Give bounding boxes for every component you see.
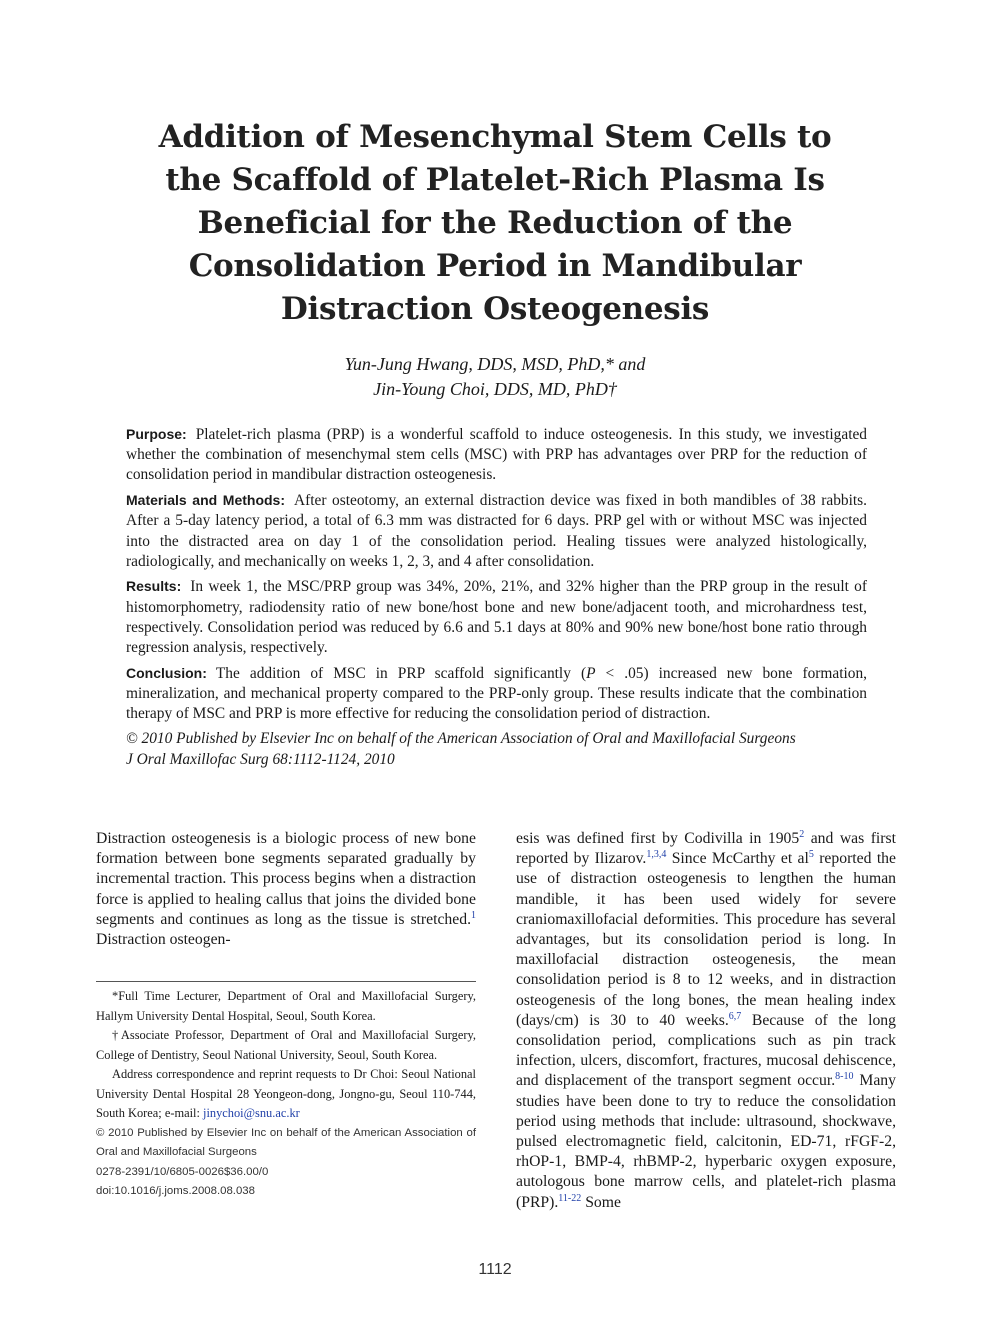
abstract-copyright: © 2010 Published by Elsevier Inc on behalf of the American Association of Oral and Maxillofacial Surgeons — [126, 729, 796, 747]
abstract-purpose — [126, 424, 867, 486]
page-number: 1112 — [478, 1261, 512, 1278]
footnotes — [96, 987, 476, 1202]
address-text: Address correspondence and reprint requests to Dr Choi: Seoul National University Dental Hospital 28 Yeongeon-dong, Jongno-gu, Seoul 110-744, South Korea; e-mail: — [96, 1067, 476, 1120]
methods-label: Materials and Methods: — [126, 492, 285, 509]
reference-link[interactable]: 8-10 — [835, 1071, 854, 1083]
title-line: Consolidation Period in Mandibular — [188, 248, 802, 284]
body-text: Some — [581, 1193, 621, 1211]
conclusion-label: Conclusion: — [126, 664, 207, 681]
purpose-text: Platelet-rich plasma (PRP) is a wonderful scaffold to induce osteogenesis. In this study, we investigated whether the combination of mesenchymal stem cells (MSC) with PRP has advantages over PRP for the reduction of consolidation period in mandibular distraction osteogenesis. — [126, 426, 867, 484]
body-text: esis was defined first by Codivilla in 1905 — [516, 830, 800, 847]
abstract — [126, 424, 867, 770]
article-title — [120, 116, 870, 331]
affiliation-footnote: †Associate Professor, Department of Oral and Maxillofacial Surgery, College of Dentistry, Seoul National University, Seoul, South Korea. — [96, 1028, 476, 1062]
purpose-label: Purpose: — [126, 426, 187, 442]
conclusion-text-start: The addition of MSC in PRP scaffold significantly ( — [215, 664, 587, 682]
author-list — [200, 352, 790, 402]
doi-link[interactable]: doi:10.1016/j.joms.2008.08.038 — [96, 1185, 255, 1197]
publisher-note: © 2010 Published by Elsevier Inc on behalf of the American Association of Oral and Maxillofacial Surgeons — [96, 1126, 476, 1158]
reference-link[interactable]: 1,3,4 — [646, 848, 667, 860]
body-text: Distraction osteogen- — [96, 931, 231, 949]
title-line: Addition of Mesenchymal Stem Cells to — [158, 119, 832, 155]
results-text: In week 1, the MSC/PRP group was 34%, 20%, 21%, and 32% higher than the PRP group in the result of histomorphometry, radiodensity ratio of new bone/host bone and new bone/adjacent tooth, and microhardness test, respectively. Consolidation period was reduced by 6.6 and 5.1 days at 80% and 90% new bone/host bone ratio through regression analysis, respectively. — [126, 578, 867, 657]
p-value-symbol: P — [586, 664, 596, 682]
reference-link[interactable]: 5 — [808, 848, 814, 860]
body-text: Many studies have been done to try to reduce the consolidation period using methods that include: ultrasound, shockwave, pulsed electromagnetic field, calcitonin, ED-71, rFGF-2, rhOP-1, BMP-4, rhBMP-2, hyperbaric oxygen exposure, autologous bone marrow cells, and platelet-rich plasma (PRP). — [516, 1072, 896, 1211]
body-text: and was first reported by Ilizarov. — [516, 830, 896, 868]
body-column-left — [96, 829, 476, 950]
body-text: Distraction osteogenesis is a biologic process of new bone formation between bone segments separated gradually by incremental traction. This process begins when a distraction force is applied to healing callus that joins the divided bone segments and continues as long as the tissue is stretched. — [96, 830, 476, 928]
results-label: Results: — [126, 578, 182, 595]
conclusion-text-end: < .05) increased new bone formation, mineralization, and mechanical property compared to the PRP-only group. These results indicate that the combination therapy of MSC and PRP is more effective for reducing the consolidation period of distraction. — [126, 664, 867, 723]
title-line: Distraction Osteogenesis — [280, 291, 710, 327]
title-line: the Scaffold of Platelet-Rich Plasma Is — [165, 162, 825, 198]
journal-citation: J Oral Maxillofac Surg 68:1112-1124, 2010 — [126, 751, 395, 769]
correspondence-address — [96, 1065, 476, 1124]
issn-code: 0278-2391/10/6805-0026$36.00/0 — [96, 1165, 269, 1178]
author-line: Yun-Jung Hwang, DDS, MSD, PhD,* and — [344, 354, 646, 374]
affiliation-footnote: *Full Time Lecturer, Department of Oral and Maxillofacial Surgery, Hallym University Dental Hospital, Seoul, South Korea. — [96, 989, 476, 1023]
reference-link[interactable]: 1 — [471, 909, 476, 921]
abstract-results — [126, 576, 867, 658]
footnote-divider — [96, 981, 476, 982]
methods-text: After osteotomy, an external distraction device was fixed in both mandibles of 38 rabbits. After a 5-day latency period, a total of 6.3 mm was distracted for 6 days. PRP gel with or without MSC was injected into the distracted area on day 1 of the consolidation period. Healing tissues were analyzed histologically, radiologically, and mechanically on weeks 1, 2, 3, and 4 after consolidation. — [126, 492, 867, 570]
reference-link[interactable]: 6,7 — [728, 1010, 742, 1022]
body-paragraph — [96, 829, 476, 950]
author-line: Jin-Young Choi, DDS, MD, PhD† — [373, 379, 617, 399]
body-text: Since McCarthy et al — [666, 850, 809, 868]
abstract-conclusion — [126, 663, 867, 725]
email-link[interactable]: jinychoi@snu.ac.kr — [203, 1106, 300, 1120]
body-paragraph — [516, 829, 896, 1213]
title-line: Beneficial for the Reduction of the — [197, 205, 793, 241]
reference-link[interactable]: 2 — [799, 828, 805, 840]
body-text: reported the use of distraction osteogenesis to lengthen the human mandible, it has been used widely for severe craniomaxillofacial deformities. This procedure has several advantages, but its consolidation period is long. In maxillofacial distraction osteogenesis, the mean consolidation period is 8 to 12 weeks, and in distraction osteogenesis of the long bones, the mean healing index (days/cm) is 30 to 40 weeks. — [516, 850, 896, 1029]
body-column-right — [516, 829, 896, 1213]
abstract-methods — [126, 490, 867, 572]
reference-link[interactable]: 11-22 — [558, 1192, 582, 1204]
body-text: Because of the long consolidation period, complications such as pin track infection, ulcers, discomfort, fractures, mucosal dehiscence, and displacement of the transport segment occur. — [516, 1011, 896, 1090]
